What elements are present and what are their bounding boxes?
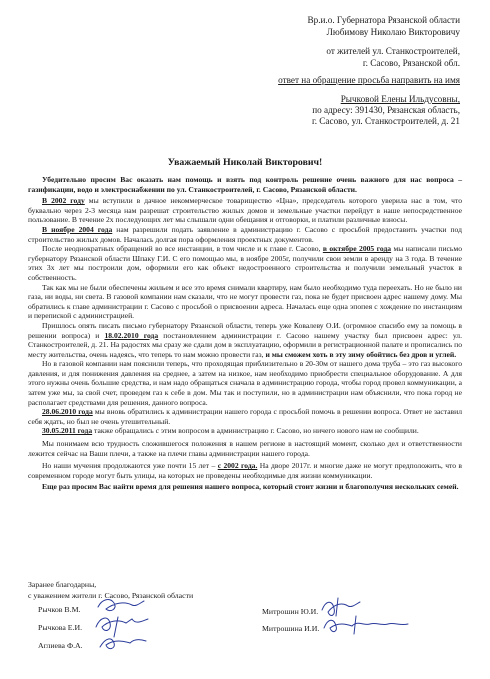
closing-respect: с уважением жители г. Сасово, Рязанской области: [28, 591, 194, 600]
date-highlight: В ноябре 2004 года: [42, 224, 113, 234]
paragraph-3: [28, 225, 462, 244]
paragraph-8: [28, 407, 462, 426]
paragraph-text: мы написали письмо губернатору Рязанской области Шпаку Г.И. С его помощью мы, в ноябре 2005г, получили свои земли в аренду на 3 года. В течение этих 3х лет мы построили дом, оформили его как объект недостроенного строительства и получили земельный участок в собственность.: [28, 244, 462, 282]
addressee-line1: Вр.и.о. Губернатора Рязанской области: [307, 15, 460, 25]
reply-to-note: ответ на обращение просьба направить на имя: [278, 75, 460, 85]
reply-to-street: г. Сасово, ул. Станкостроителей, д. 21: [311, 116, 460, 126]
handwritten-signatures-right: [318, 596, 418, 636]
signature-stroke: [322, 602, 360, 615]
handwritten-signatures-left: [88, 593, 158, 655]
emphasis-text: и мы сможем хоть в эту зиму обойтись без дров и углей.: [265, 349, 457, 359]
signature-stroke: [96, 618, 148, 630]
date-highlight: с 2002 года.: [217, 461, 258, 471]
greeting: Уважаемый Николай Викторович!: [167, 157, 323, 168]
signer-name: Митрошин Ю.И.: [262, 607, 319, 616]
paragraph-text: На дворе 2017г. и многие даже не могут предположить, что в современном городе могут быть улицы, на которых не проведены необходимые для жизни коммуникации.: [28, 461, 463, 480]
letter-body: [28, 175, 462, 492]
paragraph-text: Но наши мучения продолжаются уже почти 15 лет –: [42, 461, 218, 471]
date-highlight: В 2002 году: [42, 196, 85, 206]
paragraph-text: мы вновь обратились к администрации нашего города с просьбой помочь в решении вопроса. Ответ не заставил себя ждать, но был не очень утешительный.: [28, 407, 462, 426]
paragraph-10: Мы понимаем всю трудность сложившегося положения в нашем регионе в настоящий момент, сколько дел и ответственности лежится сейчас на Ваши плечи, а также на плечи главы администрации нашего города.: [28, 439, 462, 458]
paragraph-9: [28, 426, 462, 436]
addressee-line4: г. Сасово, Рязанской обл.: [362, 58, 460, 68]
date-highlight: 18.02.2010 года: [104, 330, 159, 340]
paragraph-text: Пришлось опять писать письмо губернатору Рязанской области, теперь уже Ковалеву О.И. (огромное спасибо ему за помощь в решении вопроса) и: [28, 320, 462, 340]
signature-stroke: [100, 639, 146, 649]
paragraph-7: Но в газовой компании нам пояснили теперь, что проходящая приблизительно в 20-30м от нашего дома труба – это газ высокого давления, и для понижения давления на среднее, а затем на низкое, нам необходимо приобрести специальное оборудование. А для этого нужны очень большие средства, и нам надо обращаться сначала в администрацию города, чтобы город провел коммуникации, а затем уже мы, за свой счет, проведем газ к себе в дом. Мы так и поступили, но в администрации нам объяснили, что пока город не располагает средствами для решения, данного вопроса.: [28, 359, 462, 407]
signature-stroke: [354, 616, 356, 634]
paragraph-text: постановлением администрации г. Сасово нашему участку был присвоен адрес: ул. Станкостроителей, д. 21. На радостях мы сразу же сдали дом в эксплуатацию, оформили в регистрационной палате и прописались по месту жительства, очень надеясь, что теперь то нам можно провести газ,: [28, 330, 462, 359]
paragraph-11: [28, 461, 462, 480]
date-highlight: 30.05.2011 года: [42, 426, 93, 436]
paragraph-6: [28, 321, 462, 359]
paragraph-text: мы вступили в дачное некоммерческое товарищество «Цна», председатель которого уверила нас в том, что буквально через 2-3 месяца нам разрешат строительство жилых домов и земельные участки перейдут в наше непосредственное пользование. В течение 2х последующих лет мы слышали одни обещания и отговорки, и платили различные взносы.: [28, 196, 462, 225]
reply-to-name: Рычковой Елены Ильдусовны,: [340, 94, 460, 104]
addressee-line2: Любимову Николаю Викторовичу: [326, 27, 460, 37]
paragraph-2: [28, 196, 462, 225]
signature-stroke: [324, 620, 408, 631]
date-highlight: 28.06.2010 года: [42, 407, 93, 417]
signer-name: Митрошина И.И.: [262, 624, 320, 633]
paragraph-text: нам разрешили подать заявление в администрацию г. Сасово с просьбой предоставить участки под строительство жилых домов. Началась долгая пора оформления проектных документов.: [28, 224, 463, 244]
closing-thanks: Заранее благодарны,: [28, 580, 97, 589]
date-highlight: в октябре 2005 года: [322, 244, 392, 254]
signer-name: Рычков В.М.: [38, 605, 81, 614]
paragraph-1: Убедительно просим Вас оказать нам помощь и взять под контроль решение очень важного для нас вопроса – газификации, водо и электроснабжении по ул. Станкостроителей, г. Сасово, Рязанской области.: [28, 175, 462, 194]
signature-stroke: [336, 598, 338, 616]
paragraph-12: Еще раз просим Вас найти время для решения нашего вопроса, который стоит жизни и благополучия нескольких семей.: [42, 482, 459, 492]
signature-stroke: [114, 617, 118, 637]
signer-name: Рычкова Е.И.: [38, 623, 83, 632]
addressee-line3: от жителей ул. Станкостроителей,: [326, 46, 460, 56]
paragraph-text: После неоднократных обращений во все инстанции, в том числе и к главе г. Сасово,: [42, 244, 323, 254]
signer-name: Аглиева Ф.А.: [38, 641, 83, 650]
paragraph-4: [28, 244, 462, 282]
signature-stroke: [98, 600, 144, 611]
paragraph-5: Так как мы не были обеспечены жильем и все это время снимали квартиру, нам было необходимо туда переехать. Но не было ни газа, ни воды, ни света. В газовой компании нам сказали, что не могут провести газ, пока не будет присвоен адрес нашему дому. Мы обратились к главе администрации г. Сасово с просьбой о присвоении адреса. Началась еще одна эпопея с хождение по инстанциям и перепиской с администрацией.: [28, 282, 462, 321]
paragraph-text: также обращались с этим вопросом в администрацию г. Сасово, но ничего нового нам не сообщили.: [92, 426, 419, 436]
reply-to-postal: по адресу: 391430, Рязанская область,: [312, 105, 460, 115]
